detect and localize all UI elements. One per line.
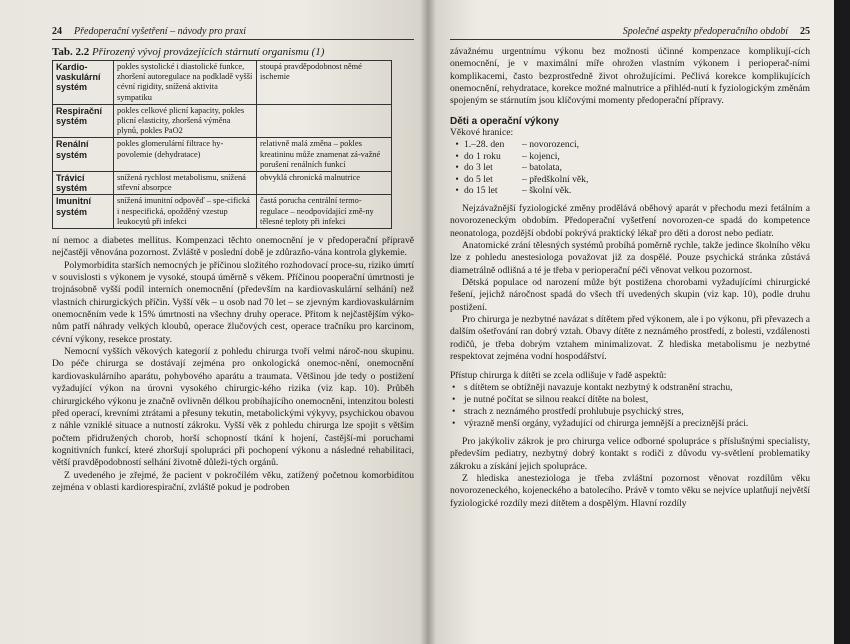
bullet-icon: •: [455, 162, 459, 174]
age-list: [450, 139, 810, 197]
age-row: [450, 151, 810, 163]
bullet-icon: •: [455, 173, 459, 185]
right-paragraph: Pro chirurga je nezbytné navázat s dítětem před výkonem, ale i po výkonu, při převazech a dalším ošetřování ran dobrý vztah. Obavy dítěte z neznámého prostředí, z bolesti, vzdálenosti rodičů, je třeba dobrým vztahem minimalizovat. Z hlediska metabolismu je nezbytné respektovat zejména vodní hospodářství.: [450, 314, 811, 363]
right-paragraph: Dětská populace od narození může být postižena chorobami vyžadujícími chirurgické řešení, jejichž náročnost spadá do všech tří uvedených skupin (viz kap. 10), podle druhu postižení.: [450, 277, 810, 313]
age-label: – novorozenci,: [522, 139, 580, 151]
table-cell-impact: obvyklá chronická malnutrice: [257, 172, 392, 195]
right-running-title: Společné aspekty předoperačního období: [622, 26, 788, 37]
age-range: 1.–28. den: [464, 139, 505, 151]
left-paragraph: Nemocní vyšších věkových kategorií z pohledu chirurga tvoří velmi nároč-nou skupinu. Do péče chirurga se dostávají zejména pro onkologická onemoc-nění, onemocnění kardiovaskulárního aparátu, pohybového aparátu a traumata. Většinou jde tedy o postižení vyžadující výkon na úrovni vysokého chirurgic-kého rizika (viz kap. 10). Průběh chirurgického výkonu je značně ovlivněn délkou probíhajícího onemocnění, intenzitou bolesti před operací, krevními ztrátami a přesuny tekutin, metabolickými výkyvy, psychickou obavou z náhle vzniklé situace a nutností zákroku. Vyšší věk z pohledu chirurga lze spojit s větším počtem přidružených chorob, horší schopností tkání k hojení, častější-mi poruchami kognitivních funkcí, které zhoršují spolupráci při pochopení výkonu a následné rehabilitaci, větší pravděpodobností selhání životně důleži-tých orgánů.: [52, 346, 414, 469]
table-cell-change: snížená rychlost metabolismu, snížená střevní absorpce: [114, 172, 257, 195]
left-paragraph: Polymorbidita starších nemocných je příčinou složitého rozhodovací proce-su, riziko úmrtí v souvislosti s výkonem je vysoké, stoupá úměrně s věkem. Příčinou pooperační úmrtnosti je trojnásobně vyšší podíl interních onemocnění (především na kardiovaskulární selhání) než vlastních chirurgických příčin. Vyšší věk – u osob nad 70 let – se zjevným kardiovaskulárním onemocněním vede k 15% úmrtnosti na všechny druhy operace. Přitom k nejčastějším výko-nům patří náhrady velkých kloubů, operace žlučových cest, operace tračníku pro karcinom, cévní výkony, resekce prostaty.: [52, 259, 414, 345]
right-final-paragraph: Z hlediska anesteziologa je třeba zvláštní pozornost věnovat rozdílům věku novorozeneckého, kojeneckého a batolecího. Právě v tomto věku se nejvíce uplatňují největší fyziologické rozdíly mezi dítětem a dospělým. Hlavní rozdíly: [450, 472, 810, 509]
list-item: • strach z neznámého prostředí prohlubuje psychický stres,: [464, 406, 810, 418]
table-cell-change: snížená imunitní odpověď – spe-cifická i nespecifická, opožděný vzestup leukocytů při infekci: [114, 195, 257, 229]
age-label: – předškolní věk,: [522, 173, 589, 185]
table-cell-impact: [257, 104, 392, 138]
bullet-icon: •: [455, 150, 459, 162]
table-cell-system: Kardio-vaskulární systém: [53, 61, 114, 105]
right-page-number: 25: [800, 26, 810, 37]
table-row: [53, 195, 392, 229]
book-spine: [420, 0, 436, 644]
table-cell-system: Respirační systém: [53, 104, 114, 138]
age-row: [450, 174, 810, 186]
list-item: • je nutné počítat se silnou reakcí dítěte na bolest,: [464, 394, 810, 406]
left-running-title: Předoperační vyšetření – návody pro praxi: [74, 26, 247, 37]
left-paragraph: Z uvedeného je zřejmé, že pacient v pokročilém věku, zatížený početnou komorbiditou zejména v oblasti kardiorespirační, zvláště pokud je podroben: [52, 469, 414, 493]
table-cell-system: Renální systém: [53, 138, 114, 172]
table-row: [53, 172, 392, 195]
table-cell-system: Imunitní systém: [53, 195, 114, 229]
age-range: do 5 let: [464, 173, 493, 185]
table-caption-text: Přirozený vývoj provázejících stárnutí organismu (1): [91, 46, 325, 58]
right-intro-paragraph: závažnému urgentnímu výkonu bez možnosti účinné kompenzace komplikují-cích onemocnění, je v maximální míře ohrožen vlastním výkonem i perioperač-ními komplikacemi, často bezprostředně život ohrožujícími. Pečlivá korekce komplikujících onemocnění, rehydratace, korekce možné malnutrice a přihléd-nutí k fyziologickým změnám spojeným se stárnutím jsou klíčovými momenty předoperační přípravy.: [450, 46, 810, 107]
approach-list: [450, 382, 810, 430]
left-paragraph: ní nemoc a diabetes mellitus. Kompenzaci těchto onemocnění je v předoperační přípravě nejčastěji věnována pozornost. Zvláště v poslední době je zdůrazňo-vána kontrola glykemie.: [52, 235, 414, 259]
age-label: – batolata,: [522, 162, 562, 174]
right-paragraph: Anatomické zrání tělesných systémů probíhá poměrně rychle, takže jedince školního věku lze z pohledu anestesiologa považovat již za dospělé. Pouze psychická stránka zůstává diametrálně odlišná a té je třeba v perioperační péči věnovat velkou pozornost.: [450, 240, 810, 276]
bullet-icon: •: [455, 139, 459, 151]
bullet-icon: •: [455, 185, 459, 197]
right-running-head: [450, 26, 810, 40]
age-range: do 1 roku: [464, 150, 501, 162]
age-row: [450, 185, 810, 197]
approach-intro: Přístup chirurga k dítěti se zcela odlišuje v řadě aspektů:: [450, 369, 667, 381]
left-page-number: 24: [52, 26, 62, 37]
left-running-head: [52, 26, 414, 40]
section-heading: Děti a operační výkony: [450, 115, 559, 127]
table-row: [53, 104, 392, 138]
table-cell-system: Trávicí systém: [53, 172, 114, 195]
table-cell-change: pokles systolické i diastolické funkce, zhoršení autoregulace na podkladě vyšší cévní rigidity, snížená aktivita sympatiku: [114, 61, 257, 105]
background-edge: [834, 0, 850, 644]
right-final-paragraph: Pro jakýkoliv zákrok je pro chirurga velice odborné spolupráce s příslušnými specialisty, především pediatry, nezbytný dobrý kontakt s rodiči z důvodu vy-světlení problematiky zákroku a získání jejich spolupráce.: [450, 435, 810, 472]
table-row: [53, 61, 392, 105]
list-item: • s dítětem se obtížněji navazuje kontakt nezbytný k odstranění strachu,: [464, 382, 810, 394]
table-row: [53, 138, 392, 172]
table-caption: [52, 46, 414, 58]
table-label: Tab. 2.2: [52, 46, 90, 58]
age-label: – kojenci,: [522, 150, 560, 162]
age-intro: Věkové hranice:: [450, 126, 514, 138]
age-row: [450, 162, 810, 174]
age-range: do 3 let: [464, 162, 493, 174]
right-page: [428, 0, 834, 644]
table-cell-impact: stoupá pravděpodobnost němé ischemie: [257, 61, 392, 105]
age-label: – školní věk.: [522, 185, 572, 197]
table-cell-change: pokles glomerulární filtrace hy-povolemie (dehydratace): [114, 138, 257, 172]
table-cell-impact: relativně malá změna – pokles kreatininu může znamenat zá-važné porušení renálních funkcí: [257, 138, 392, 172]
table-cell-change: pokles celkové plicní kapacity, pokles plicní elasticity, zhoršená výměna plynů, pokles PaO2: [114, 104, 257, 138]
table-cell-impact: častá porucha centrální termo-regulace – neodpovídající změ-ny tělesné teploty při infekci: [257, 195, 392, 229]
age-row: [450, 139, 810, 151]
age-range: do 15 let: [464, 185, 498, 197]
list-item: • výrazně menší orgány, vyžadující od chirurga jemnější a preciznější práci.: [464, 418, 810, 430]
right-paragraph: Nejzávažnější fyziologické změny prodělává oběhový aparát v přechodu mezi fetálním a novorozeneckým obdobím. Předoperační vyšetření novorozen-ce spadá do kompetence neonatologa, pozdější období pokrývá praktický lékař pro děti a dorost nebo pediatr.: [450, 203, 810, 239]
aging-table: [52, 60, 392, 229]
